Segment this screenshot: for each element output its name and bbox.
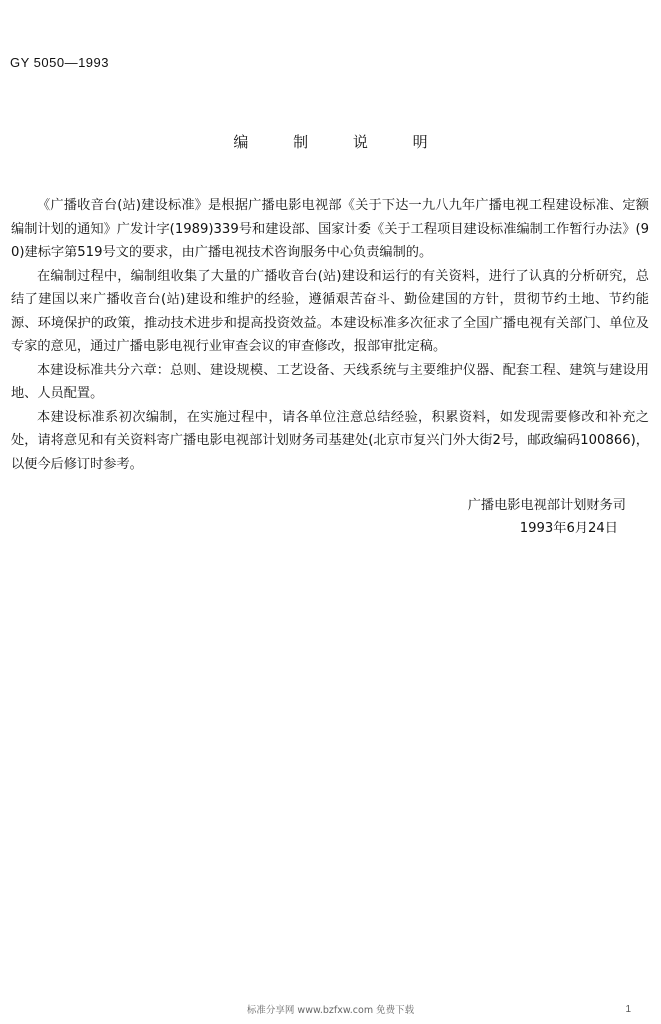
paragraph-4: 本建设标准系初次编制，在实施过程中，请各单位注意总结经验，积累资料，如发现需要修改和补充之处，请将意见和有关资料寄广播电影电视部计划财务司基建处(北京市复兴门外大街2号，邮政编码100866)，以便今后修订时参考。 <box>11 409 649 472</box>
page-title: 编 制 说 明 <box>233 133 448 151</box>
signature-date: 1993年6月24日 <box>519 521 618 536</box>
paragraph-1: 《广播收音台(站)建设标准》是根据广播电影电视部《关于下达一九八九年广播电视工程建设标准、定额编制计划的通知》广发计字(1989)339号和建设部、国家计委《关于工程项目建设标准编制工作暂行办法》(90)建标字第519号文的要求，由广播电视技术咨询服务中心负责编制的。 <box>11 198 649 260</box>
footer-watermark: 标准分享网 www.bzfxw.com 免费下载 <box>246 1005 415 1016</box>
standard-code: GY 5050—1993 <box>10 55 109 70</box>
document-body <box>11 194 649 540</box>
paragraph-2: 在编制过程中，编制组收集了大量的广播收音台(站)建设和运行的有关资料，进行了认真的分析研究，总结了建国以来广播收音台(站)建设和维护的经验，遵循艰苦奋斗、勤俭建国的方针，贯彻节约土地、节约能源、环境保护的政策，推动技术进步和提高投资效益。本建设标准多次征求了全国广播电视有关部门、单位及专家的意见，通过广播电影电视行业审查会议的审查修改，报部审批定稿。 <box>11 268 649 354</box>
page-number: 1 <box>625 1004 631 1015</box>
signature-organization: 广播电影电视部计划财务司 <box>467 498 626 513</box>
paragraph-3: 本建设标准共分六章：总则、建设规模、工艺设备、天线系统与主要维护仪器、配套工程、建筑与建设用地、人员配置。 <box>11 362 649 401</box>
signature-block <box>11 494 649 540</box>
